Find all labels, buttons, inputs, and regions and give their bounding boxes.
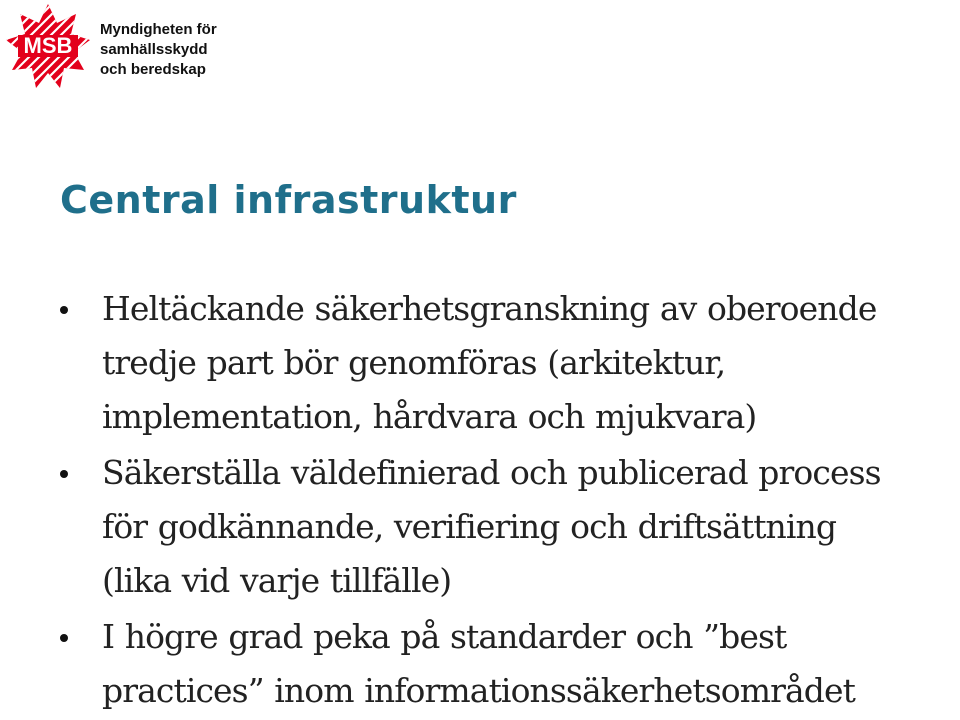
bullet-1-line-1: Heltäckande säkerhetsgranskning av oberoende — [102, 289, 877, 328]
bullet-2-line-1: Säkerställa väldefinierad och publicerad process — [102, 453, 881, 492]
bullet-1-line-2: tredje part bör genomföras (arkitektur, — [102, 343, 726, 382]
slide-title: Central infrastruktur — [60, 178, 517, 222]
logo-wordmark — [100, 20, 217, 80]
logo-line-1: Myndigheten för — [100, 21, 217, 38]
svg-text:MSB: MSB — [23, 33, 73, 58]
bullet-2-line-3: (lika vid varje tillfälle) — [102, 561, 452, 600]
logo-line-3: och beredskap — [100, 61, 206, 78]
logo-line-2: samhällsskydd — [100, 41, 208, 58]
bullet-item-1 — [60, 282, 955, 444]
msb-logo — [4, 2, 244, 92]
bullet-list — [60, 282, 955, 720]
bullet-2-line-2: för godkännande, verifiering och driftsättning — [102, 507, 837, 546]
bullet-1-line-3: implementation, hårdvara och mjukvara) — [102, 397, 757, 436]
bullet-3-line-1: I högre grad peka på standarder och ”best — [102, 617, 787, 656]
bullet-item-3 — [60, 610, 955, 718]
msb-logo-mark — [4, 2, 92, 90]
bullet-3-line-2: practices” inom informationssäkerhetsområdet — [102, 671, 855, 710]
bullet-item-2 — [60, 446, 955, 608]
